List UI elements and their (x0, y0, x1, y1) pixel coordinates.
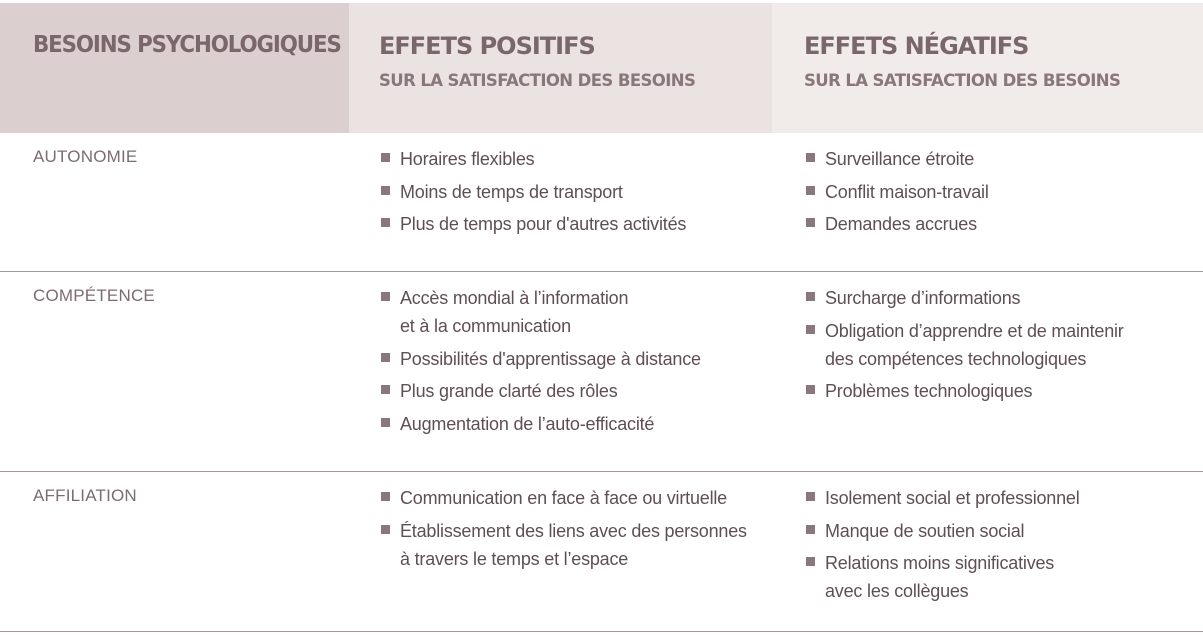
need-label: COMPÉTENCE (33, 286, 155, 305)
list-item (806, 317, 1196, 373)
header-negative-title: EFFETS NÉGATIFS (804, 32, 1029, 60)
negative-effects-list (806, 145, 1196, 243)
square-bullet-icon (806, 525, 815, 534)
item-text: Surveillance étroite (825, 149, 975, 169)
positive-effects-list (381, 145, 766, 243)
item-text: Demandes accrues (825, 214, 977, 234)
square-bullet-icon (381, 492, 390, 501)
header-positive-title: EFFETS POSITIFS (379, 32, 595, 60)
square-bullet-icon (381, 153, 390, 162)
item-text: Accès mondial à l’information et à la communication (400, 288, 629, 336)
item-text: Augmentation de l’auto-efficacité (400, 413, 655, 434)
list-item (806, 210, 1196, 238)
list-item (806, 549, 1196, 605)
item-text: Obligation d’apprendre et de maintenir des compétences technologiques (825, 320, 1124, 369)
list-item (381, 517, 766, 573)
square-bullet-icon (806, 385, 815, 394)
square-bullet-icon (806, 218, 815, 227)
item-text: Établissement des liens avec des personnes à travers le temps et l’espace (400, 520, 747, 569)
square-bullet-icon (381, 292, 390, 301)
square-bullet-icon (806, 557, 815, 566)
header-positive-cell (349, 3, 772, 133)
square-bullet-icon (806, 492, 815, 501)
positive-effects-list (381, 284, 766, 442)
list-item (806, 377, 1196, 405)
list-item (806, 484, 1196, 512)
list-item (381, 410, 766, 438)
square-bullet-icon (806, 186, 815, 195)
list-item (381, 178, 766, 206)
list-item (381, 377, 766, 405)
need-label: AFFILIATION (33, 486, 137, 505)
item-text: Moins de temps de transport (400, 181, 623, 202)
table-row-autonomie (0, 133, 1203, 272)
item-text: Possibilités d'apprentissage à distance (400, 348, 701, 369)
list-item (806, 517, 1196, 545)
item-text: Horaires flexibles (400, 149, 535, 169)
item-text: Plus grande clarté des rôles (400, 381, 618, 401)
square-bullet-icon (381, 186, 390, 195)
item-text: Conflit maison-travail (825, 181, 989, 202)
list-item (381, 345, 766, 373)
item-text: Manque de soutien social (825, 520, 1025, 541)
square-bullet-icon (806, 325, 815, 334)
item-text: Relations moins significatives avec les collègues (825, 553, 1055, 601)
negative-effects-list (806, 484, 1196, 610)
list-item (381, 284, 766, 340)
list-item (381, 145, 766, 173)
square-bullet-icon (381, 353, 390, 362)
positive-effects-list (381, 484, 766, 577)
square-bullet-icon (806, 292, 815, 301)
item-text: Isolement social et professionnel (825, 488, 1080, 508)
header-positive-subtitle: SUR LA SATISFACTION DES BESOINS (379, 71, 696, 90)
square-bullet-icon (381, 418, 390, 427)
item-text: Problèmes technologiques (825, 381, 1033, 401)
square-bullet-icon (381, 218, 390, 227)
header-negative-cell (772, 3, 1203, 133)
square-bullet-icon (381, 525, 390, 534)
negative-effects-list (806, 284, 1196, 410)
row-divider (0, 631, 1203, 632)
list-item (806, 145, 1196, 173)
header-needs-cell (0, 3, 349, 133)
header-needs-title: BESOINS PSYCHOLOGIQUES (33, 32, 341, 58)
item-text: Communication en face à face ou virtuelle (400, 488, 727, 508)
square-bullet-icon (381, 385, 390, 394)
list-item (806, 284, 1196, 312)
table-row-affiliation (0, 472, 1203, 632)
list-item (381, 210, 766, 238)
list-item (806, 178, 1196, 206)
need-label: AUTONOMIE (33, 147, 138, 166)
table-row-competence (0, 272, 1203, 472)
item-text: Plus de temps pour d'autres activités (400, 214, 687, 234)
item-text: Surcharge d’informations (825, 288, 1021, 308)
header-negative-subtitle: SUR LA SATISFACTION DES BESOINS (804, 71, 1121, 90)
square-bullet-icon (806, 153, 815, 162)
list-item (381, 484, 766, 512)
